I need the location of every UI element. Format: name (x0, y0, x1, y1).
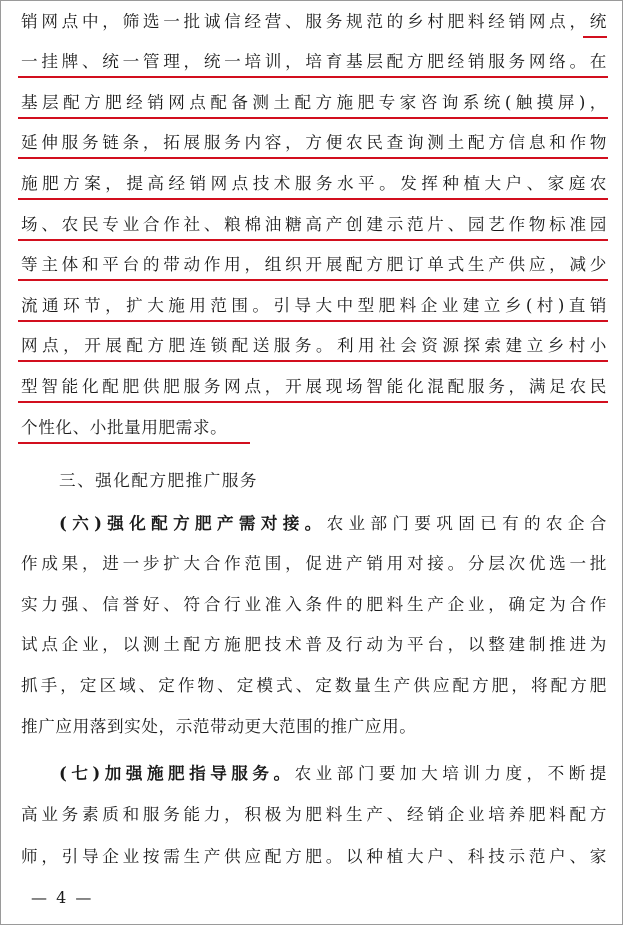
red-underline (18, 198, 608, 200)
red-underline (18, 239, 608, 241)
text-line: 场、农民专业合作社、粮棉油糖高产创建示范片、园艺作物标准园 (21, 215, 607, 234)
text-line: 高业务素质和服务能力，积极为肥料生产、经销企业培养肥料配方 (21, 805, 607, 824)
text-line: 抓手，定区域、定作物、定模式、定数量生产供应配方肥，将配方肥 (21, 676, 607, 695)
text-line: 作成果，进一步扩大合作范围，促进产销用对接。分层次优选一批 (21, 554, 607, 573)
page-number: — 4 — (31, 888, 94, 907)
red-underline (18, 279, 608, 281)
text-line: 销网点中，筛选一批诚信经营、服务规范的乡村肥料经销网点，统 (21, 12, 607, 31)
text-line: 师，引导企业按需生产供应配方肥。以种植大户、科技示范户、家 (21, 847, 607, 866)
text-run: 农业部门要加大培训力度，不断提 (294, 764, 608, 783)
red-underline (583, 36, 607, 38)
text-line: 基层配方肥经销网点配备测土配方施肥专家咨询系统(触摸屏)， (21, 93, 607, 112)
red-underline (18, 157, 608, 159)
subsection-title: (六)强化配方肥产需对接。 (59, 513, 327, 533)
text-line: 试点企业，以测土配方施肥技术普及行动为平台，以整建制推进为 (21, 635, 607, 654)
text-line: 网点，开展配方肥连锁配送服务。利用社会资源探索建立乡村小 (21, 336, 607, 355)
text-line: 延伸服务链条，拓展服务内容，方便农民查询测土配方信息和作物 (21, 133, 607, 152)
red-underline (18, 401, 608, 403)
text-line: 个性化、小批量用肥需求。 (21, 418, 228, 437)
red-underline (18, 442, 250, 444)
text-run: 农业部门要巩固已有的农企合 (326, 514, 607, 533)
red-underline (18, 320, 608, 322)
red-underline (18, 360, 608, 362)
red-underline (18, 76, 608, 78)
subsection-first-line (59, 512, 607, 534)
text-line: 流通环节，扩大施用范围。引导大中型肥料企业建立乡(村)直销 (21, 296, 607, 315)
red-underline (18, 117, 608, 119)
text-line: 型智能化配肥供肥服务网点，开展现场智能化混配服务，满足农民 (21, 377, 607, 396)
subsection-title: (七)加强施肥指导服务。 (59, 763, 295, 783)
text-line: 实力强、信誉好、符合行业准入条件的肥料生产企业，确定为合作 (21, 595, 607, 614)
section-heading: 三、强化配方肥推广服务 (59, 471, 259, 490)
text-line: 等主体和平台的带动作用，组织开展配方肥订单式生产供应，减少 (21, 255, 607, 274)
text-line: 一挂牌、统一管理，统一培训，培育基层配方肥经销服务网络。在 (21, 52, 607, 71)
text-line: 推广应用落到实处，示范带动更大范围的推广应用。 (21, 717, 417, 736)
subsection-first-line (59, 762, 607, 784)
text-line: 施肥方案，提高经销网点技术服务水平。发挥种植大户、家庭农 (21, 174, 607, 193)
